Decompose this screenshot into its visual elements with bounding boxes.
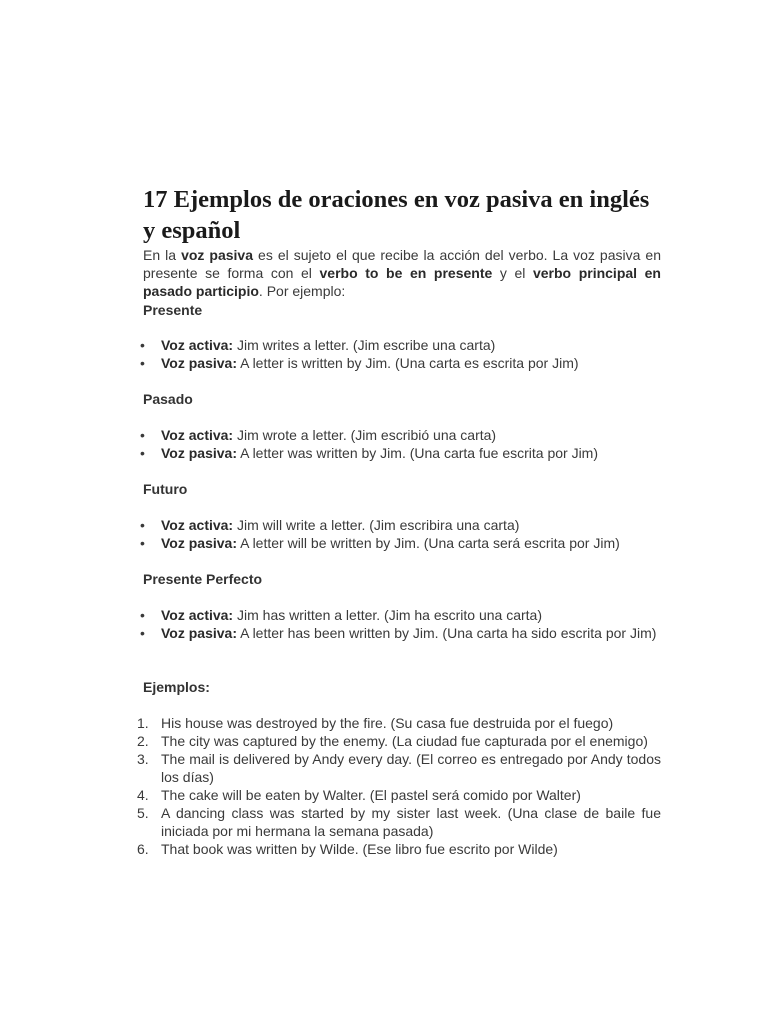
intro-paragraph xyxy=(143,246,661,300)
section-list-futuro xyxy=(143,516,661,552)
document-content xyxy=(137,184,661,858)
list-item xyxy=(143,534,661,552)
example-text: His house was destroyed by the fire. (Su casa fue destruida por el fuego) xyxy=(161,715,614,731)
intro-text-1: En la xyxy=(143,247,182,263)
example-item xyxy=(137,840,661,858)
item-label: Voz pasiva: xyxy=(161,445,237,461)
example-number: 5. xyxy=(137,805,149,821)
example-item xyxy=(137,786,661,804)
example-text: That book was written by Wilde. (Ese libro fue escrito por Wilde) xyxy=(161,841,558,857)
list-item xyxy=(143,336,661,354)
example-text: A dancing class was started by my sister last week. (Una clase de baile fue iniciada por mi hermana la semana pasada) xyxy=(161,805,661,839)
example-number: 3. xyxy=(137,751,149,767)
section-heading-futuro: Futuro xyxy=(143,481,188,497)
list-item xyxy=(143,606,661,624)
item-text: A letter is written by Jim. (Una carta es escrita por Jim) xyxy=(237,355,579,371)
item-label: Voz activa: xyxy=(161,427,234,443)
item-text: Jim will write a letter. (Jim escribira una carta) xyxy=(233,517,520,533)
example-item xyxy=(137,732,661,750)
example-text: The mail is delivered by Andy every day. (El correo es entregado por Andy todos los días) xyxy=(161,751,661,785)
item-text: Jim has written a letter. (Jim ha escrito una carta) xyxy=(233,607,542,623)
item-text: A letter was written by Jim. (Una carta fue escrita por Jim) xyxy=(237,445,599,461)
list-item xyxy=(143,354,661,372)
section-list-presente-perfecto xyxy=(143,606,661,642)
item-label: Voz pasiva: xyxy=(161,355,237,371)
intro-bold-2: verbo to be en presente xyxy=(319,265,493,281)
section-heading-presente-perfecto: Presente Perfecto xyxy=(143,571,263,587)
examples-list xyxy=(137,714,661,858)
intro-text-2: es el sujeto el que recibe la acción del verbo. La voz pasiva en presente se forma con el xyxy=(143,247,661,281)
item-label: Voz pasiva: xyxy=(161,625,237,641)
intro-text-3: y el xyxy=(492,265,533,281)
item-label: Voz pasiva: xyxy=(161,535,237,551)
list-item xyxy=(143,444,661,462)
example-text: The city was captured by the enemy. (La ciudad fue capturada por el enemigo) xyxy=(161,733,648,749)
section-list-pasado xyxy=(143,426,661,462)
examples-heading: Ejemplos: xyxy=(143,679,210,695)
item-text: Jim wrote a letter. (Jim escribió una carta) xyxy=(233,427,497,443)
item-label: Voz activa: xyxy=(161,337,234,353)
example-number: 4. xyxy=(137,787,149,803)
item-text: A letter will be written by Jim. (Una carta será escrita por Jim) xyxy=(237,535,620,551)
item-label: Voz activa: xyxy=(161,607,234,623)
item-text: Jim writes a letter. (Jim escribe una carta) xyxy=(233,337,496,353)
example-item xyxy=(137,804,661,840)
example-number: 1. xyxy=(137,715,149,731)
section-heading-pasado: Pasado xyxy=(143,391,193,407)
item-label: Voz activa: xyxy=(161,517,234,533)
section-heading-presente: Presente xyxy=(143,302,203,318)
example-item xyxy=(137,750,661,786)
item-text: A letter has been written by Jim. (Una carta ha sido escrita por Jim) xyxy=(237,625,657,641)
list-item xyxy=(143,426,661,444)
list-item xyxy=(143,516,661,534)
example-item xyxy=(137,714,661,732)
example-text: The cake will be eaten by Walter. (El pastel será comido por Walter) xyxy=(161,787,581,803)
example-number: 6. xyxy=(137,841,149,857)
intro-bold-3: verbo principal en pasado participio xyxy=(143,265,661,299)
example-number: 2. xyxy=(137,733,149,749)
section-list-presente xyxy=(143,336,661,372)
document-title: 17 Ejemplos de oraciones en voz pasiva en inglés y español xyxy=(143,186,650,244)
intro-text-4: . Por ejemplo: xyxy=(258,283,346,299)
list-item xyxy=(143,624,661,642)
intro-bold-1: voz pasiva xyxy=(181,247,254,263)
